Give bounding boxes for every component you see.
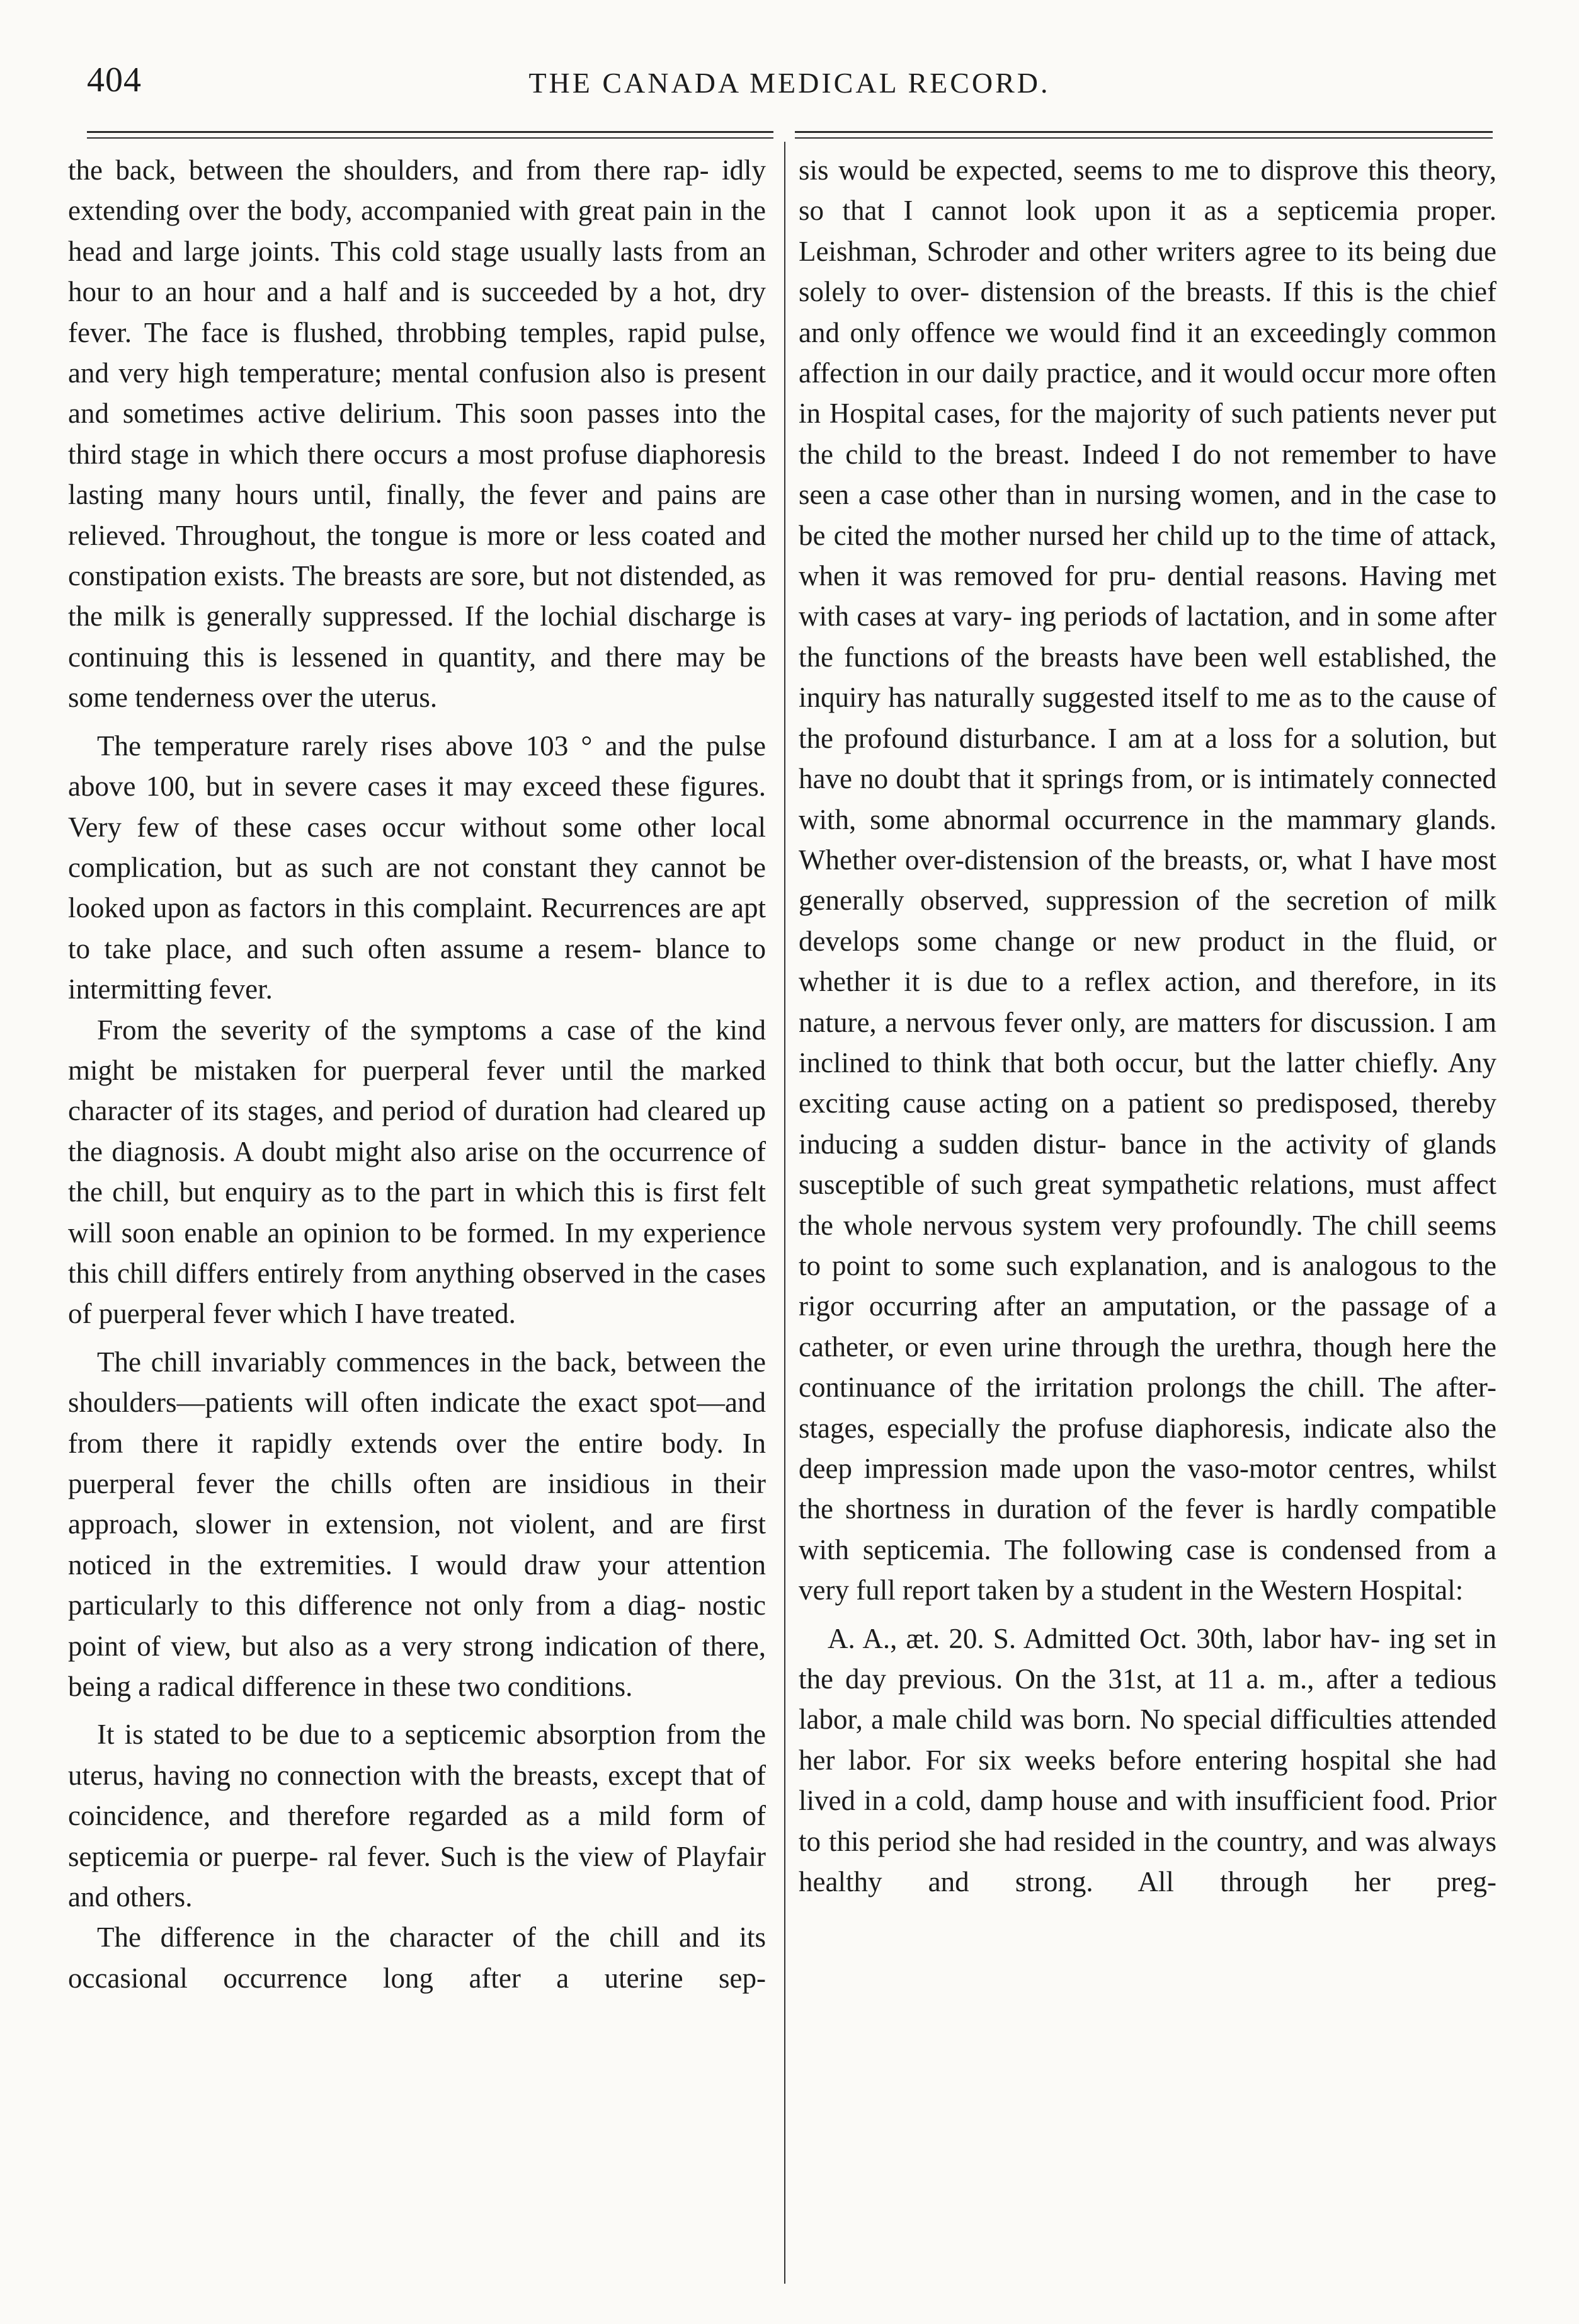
paragraph: The difference in the character of the chill and its occasional occurrence long after a uterine sep- — [68, 1921, 766, 1994]
paragraph: the back, between the shoulders, and from there rap- idly extending over the body, accompanied with great pain in the head and large joints. This cold stage usually lasts from an hour to an hour and a half and is succeeded by a hot, dry fever. The face is flushed, throbbing temples, rapid pulse, and very high temperature; mental confusion also is present and sometimes active delirium. This soon passes into the third stage in which there occurs a most profuse diaphoresis lasting many hours until, finally, the fever and pains are relieved. Throughout, the tongue is more or less coated and constipation exists. The breasts are sore, but not distended, as the milk is generally suppressed. If the lochial discharge is continuing this is lessened in quantity, and there may be some tenderness over the uterus. — [68, 154, 766, 714]
right-column — [799, 150, 1496, 1902]
paragraph: The chill invariably commences in the back, between the shoulders—patients will often indicate the exact spot—and from there it rapidly extends over the entire body. In puerperal fever the chills often are insidious in their approach, slower in extension, not violent, and are first noticed in the extremities. I would draw your attention particularly to this difference not only from a diag- nostic point of view, but also as a very strong indication of there, being a radical difference in these two conditions. — [68, 1346, 766, 1703]
page-number: 404 — [87, 60, 142, 100]
header-rule-left-thin — [87, 137, 773, 139]
left-column — [68, 150, 766, 1998]
paragraph: The temperature rarely rises above 103 ° and the pulse above 100, but in severe cases it may exceed these figures. Very few of these cases occur without some other local complication, but as such are not constant they cannot be looked upon as factors in this complaint. Recurrences are apt to take place, and such often assume a resem- blance to intermitting fever. — [68, 730, 766, 1005]
paragraph: From the severity of the symptoms a case of the kind might be mistaken for puerperal fever until the marked character of its stages, and period of duration had cleared up the diagnosis. A doubt might also arise on the occurrence of the chill, but enquiry as to the part in which this is first felt will soon enable an opinion to be formed. In my experience this chill differs entirely from anything observed in the cases of puerperal fever which I have treated. — [68, 1014, 766, 1330]
header-rule-right-thin — [795, 137, 1493, 139]
paragraph: sis would be expected, seems to me to disprove this theory, so that I cannot look upon it as a septicemia proper. Leishman, Schroder and other writers agree to its being due solely to over- distension of the breasts. If this is the chief and only offence we would find it an exceedingly common affection in our daily practice, and it would occur more often in Hospital cases, for the majority of such patients never put the child to the breast. Indeed I do not remember to have seen a case other than in nursing women, and in the case to be cited the mother nursed her child up to the time of attack, when it was removed for pru- dential reasons. Having met with cases at vary- ing periods of lactation, and in some after the functions of the breasts have been well established, the inquiry has naturally suggested itself to me as to the cause of the profound disturbance. I am at a loss for a solution, but have no doubt that it springs from, or is intimately connected with, some abnormal occurrence in the mammary glands. Whether over-distension of the breasts, or, what I have most generally observed, suppression of the secretion of milk develops some change or new product in the fluid, or whether it is due to a reflex action, and therefore, in its nature, a nervous fever only, are matters for discussion. I am inclined to think that both occur, but the latter chiefly. Any exciting cause acting on a patient so predisposed, thereby inducing a sudden distur- bance in the activity of glands susceptible of such great sympathetic relations, must affect the whole nervous system very profoundly. The chill seems to point to some such explanation, and is analogous to the rigor occurring after an amputation, or the passage of a catheter, or even urine through the urethra, though here the continuance of the irritation prolongs the chill. The after-stages, especially the profuse diaphoresis, indicate also the deep impression made upon the vaso-motor centres, whilst the shortness in duration of the fever is hardly compatible with septicemia. The following case is condensed from a very full report taken by a student in the Western Hospital: — [799, 154, 1496, 1606]
header-rule-left — [87, 131, 773, 133]
running-title: THE CANADA MEDICAL RECORD. — [528, 67, 1051, 99]
page-header — [0, 0, 1579, 126]
paragraph: A. A., æt. 20. S. Admitted Oct. 30th, labor hav- ing set in the day previous. On the 31st, at 11 a. m., after a tedious labor, a male child was born. No special difficulties attended her labor. For six weeks before entering hospital she had lived in a cold, damp house and with insufficient food. Prior to this period she had resided in the country, and was always healthy and strong. All through her preg- — [799, 1622, 1496, 1898]
header-rule-right — [795, 131, 1493, 133]
column-divider — [784, 142, 785, 2284]
paragraph: It is stated to be due to a septicemic absorption from the uterus, having no connection with the breasts, except that of coincidence, and therefore regarded as a mild form of septicemia or puerpe- ral fever. Such is the view of Playfair and others. — [68, 1719, 766, 1913]
